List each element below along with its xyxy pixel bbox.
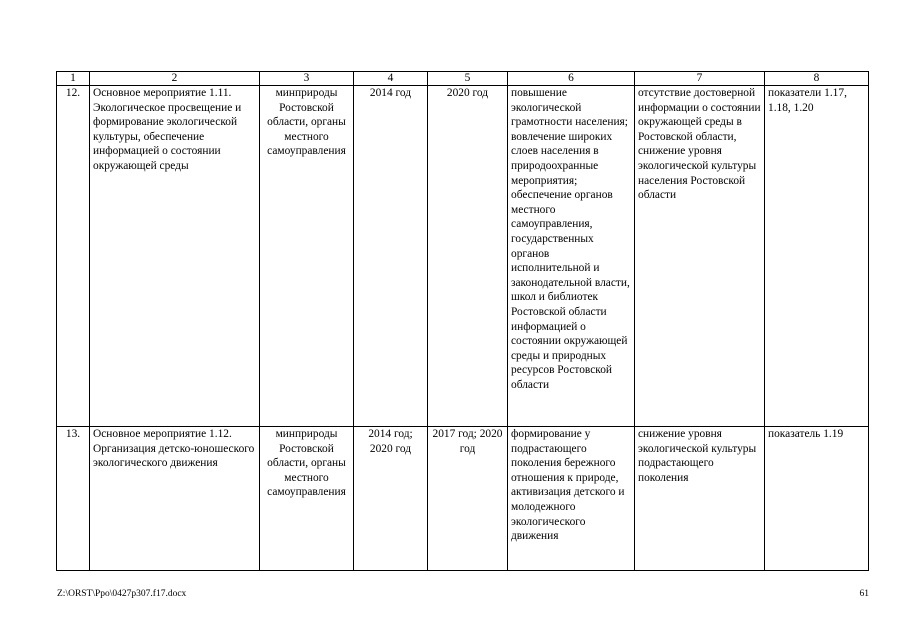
start-year-cell: 2014 год (354, 86, 428, 427)
indicators-cell: показатель 1.19 (765, 427, 869, 571)
executor-cell: минприроды Ростовской области, органы местного самоуправления (260, 86, 354, 427)
program-activities-table (56, 71, 869, 571)
column-header: 1 (57, 72, 90, 86)
column-header: 6 (508, 72, 635, 86)
expected-result-cell: формирование у подрастающего поколения бережного отношения к природе, активизация детского и молодежного экологического движения (508, 427, 635, 571)
row-number-cell: 13. (57, 427, 90, 571)
column-header: 5 (428, 72, 508, 86)
table-row (57, 427, 869, 571)
start-year-cell: 2014 год; 2020 год (354, 427, 428, 571)
expected-result-cell: повышение экологической грамотности населения; вовлечение широких слоев населения в природоохранные мероприятия; обеспечение органов местного самоуправления, государственных органов исполнительной и законодательной власти, школ и библиотек Ростовской области информацией о состоянии окружающей среды и природных ресурсов Ростовской области (508, 86, 635, 427)
executor-cell: минприроды Ростовской области, органы местного самоуправления (260, 427, 354, 571)
consequences-cell: снижение уровня экологической культуры подрастающего поколения (635, 427, 765, 571)
activity-cell: Основное мероприятие 1.11. Экологическое просвещение и формирование экологической культуры, обеспечение информацией о состоянии окружающей среды (90, 86, 260, 427)
indicators-cell: показатели 1.17, 1.18, 1.20 (765, 86, 869, 427)
column-header: 2 (90, 72, 260, 86)
consequences-cell: отсутствие достоверной информации о состоянии окружающей среды в Ростовской области, снижение уровня экологической культуры населения Ростовской области (635, 86, 765, 427)
end-year-cell: 2020 год (428, 86, 508, 427)
footer-file-path: Z:\ORST\Ppo\0427p307.f17.docx (57, 589, 187, 599)
table-row (57, 86, 869, 427)
end-year-cell: 2017 год; 2020 год (428, 427, 508, 571)
column-header: 4 (354, 72, 428, 86)
table-header-row (57, 72, 869, 86)
column-header: 3 (260, 72, 354, 86)
row-number-cell: 12. (57, 86, 90, 427)
column-header: 7 (635, 72, 765, 86)
activity-cell: Основное мероприятие 1.12. Организация детско-юношеского экологического движения (90, 427, 260, 571)
column-header: 8 (765, 72, 869, 86)
footer-page-number: 61 (859, 589, 869, 599)
